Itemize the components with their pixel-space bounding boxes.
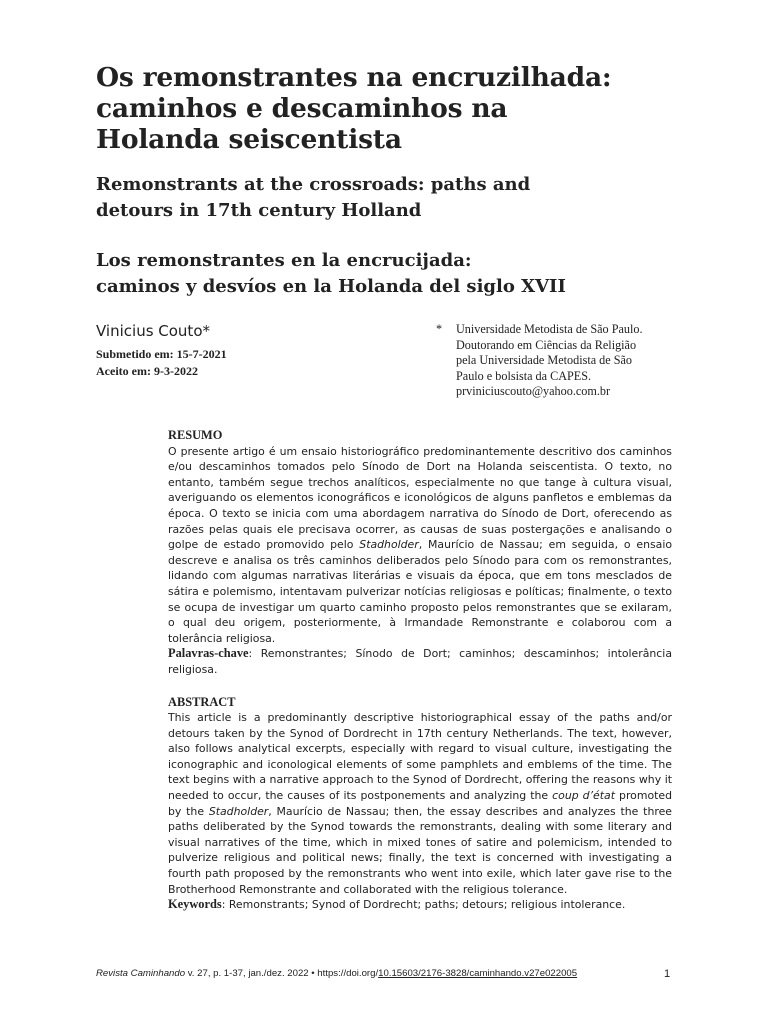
accepted-date: Aceito em: 9-3-2022 <box>96 363 198 378</box>
journal-name: Revista Caminhando <box>96 968 186 979</box>
title-line: Holanda seiscentista <box>96 124 402 155</box>
submission-dates <box>96 346 227 379</box>
footnote-marker: * <box>436 322 443 336</box>
resumo-text-part: O presente artigo é um ensaio historiográfico predominantemente descritivo dos caminhos e/ou descaminhos tomados pelo Sínodo de Dort na Holanda seiscentista. O texto, no entanto, também segue trechos analíticos, especialmente no que tange à cultura visual, averiguando os elementos iconográficos e iconológicos de alguns panfletos e emblemas da época. O texto se inicia com uma abordagem narrativa do Sínodo de Dort, oferecendo as razões pelas quais ele precisava ocorrer, as causas de suas postergações e analisando o golpe de estado promovido pelo <box>168 444 672 552</box>
title-line: detours in 17th century Holland <box>96 199 422 221</box>
resumo-text <box>168 444 672 647</box>
page-number: 1 <box>664 968 671 980</box>
title-line: Los remonstrantes en la encrucijada: <box>96 250 472 271</box>
resumo-italic-term: Stadholder <box>359 538 419 552</box>
keywords-list: : Remonstrantes; Sínodo de Dort; caminhos; descaminhos; intolerância religiosa. <box>168 647 672 676</box>
keywords-label: Keywords <box>168 897 222 912</box>
title-line: Remonstrants at the crossroads: paths and <box>96 174 531 195</box>
resumo-text-part: , Maurício de Nassau; em seguida, o ensaio descreve e analisa os três caminhos deliberados pelo Sínodo para com os remonstrantes, lidando com algumas narrativas literárias e visuais da época, que em tons mesclados de sátira e polemismo, intentavam pulverizar notícias religiosas e políticas; finalmente, o texto se ocupa de investigar um quarto caminho proposto pelos remonstrantes que se exilaram, o qual deu origem, posteriormente, à Irmandade Remonstrante e colaborou com a tolerância religiosa. <box>168 538 673 645</box>
abstract-text <box>168 710 672 897</box>
submitted-date: Submetido em: 15-7-2021 <box>96 347 227 361</box>
title-line: Os remonstrantes na encruzilhada: <box>96 62 612 93</box>
affiliation-line: Universidade Metodista de São Paulo. <box>456 322 643 336</box>
keywords-list: : Remonstrants; Synod of Dordrecht; paths; detours; religious intolerance. <box>221 898 626 912</box>
author-name: Vinicius Couto* <box>96 322 210 340</box>
citation-text: v. 27, p. 1-37, jan./dez. 2022 • https://doi.org/ <box>185 968 379 979</box>
affiliation-line: pela Universidade Metodista de São <box>456 353 632 367</box>
abstract-text-part: This article is a predominantly descriptive historiographical essay of the paths and/or detours taken by the Synod of Dordrecht in 17th century Netherlands. The text, however, also follows analytical excerpts, especially with regard to visual culture, investigating the iconographic and iconological elements of some pamphlets and emblems of the time. The text begins with a narrative approach to the Synod of Dordrecht, offering the reasons why it needed to occur, the causes of its postponements and analyzing the <box>168 711 672 803</box>
abstract-text-part: promoted by the <box>168 789 672 818</box>
affiliation-line: Paulo e bolsista da CAPES. <box>456 368 592 383</box>
abstract-italic-term: coup d’état <box>552 789 615 803</box>
article-title-portuguese <box>96 62 696 155</box>
doi-link[interactable]: 10.15603/2176-3828/caminhando.v27e022005 <box>378 968 578 979</box>
affiliation-line: Doutorando em Ciências da Religião <box>456 337 637 352</box>
abstract-heading: ABSTRACT <box>168 694 236 709</box>
author-email[interactable]: prviniciuscouto@yahoo.com.br <box>456 384 611 398</box>
abstract-text-part: , Maurício de Nassau; then, the essay describes and analyzes the three paths deliberated by the Synod towards the remonstrants, dealing with some literary and visual narratives of the time, which in mixed tones of satire and polemicism, intended to pulverize religious and political news; finally, the text is concerned with investigating a fourth path proposed by the remonstrants who went into exile, which later gave rise to the Brotherhood Remonstrante and collaborated with the religious tolerance. <box>168 804 672 896</box>
abstracts-section <box>168 428 672 913</box>
title-line: caminhos e descaminhos na <box>96 93 508 124</box>
page-footer <box>96 968 676 979</box>
article-title-english <box>96 172 696 223</box>
title-line: caminos y desvíos en la Holanda del siglo XVII <box>96 275 566 297</box>
abstract-keywords <box>168 897 672 913</box>
resumo-keywords <box>168 646 672 677</box>
abstract-italic-term: Stadholder <box>208 804 269 818</box>
article-title-spanish <box>96 248 696 299</box>
keywords-label: Palavras-chave <box>168 646 249 661</box>
resumo-heading: RESUMO <box>168 428 223 442</box>
